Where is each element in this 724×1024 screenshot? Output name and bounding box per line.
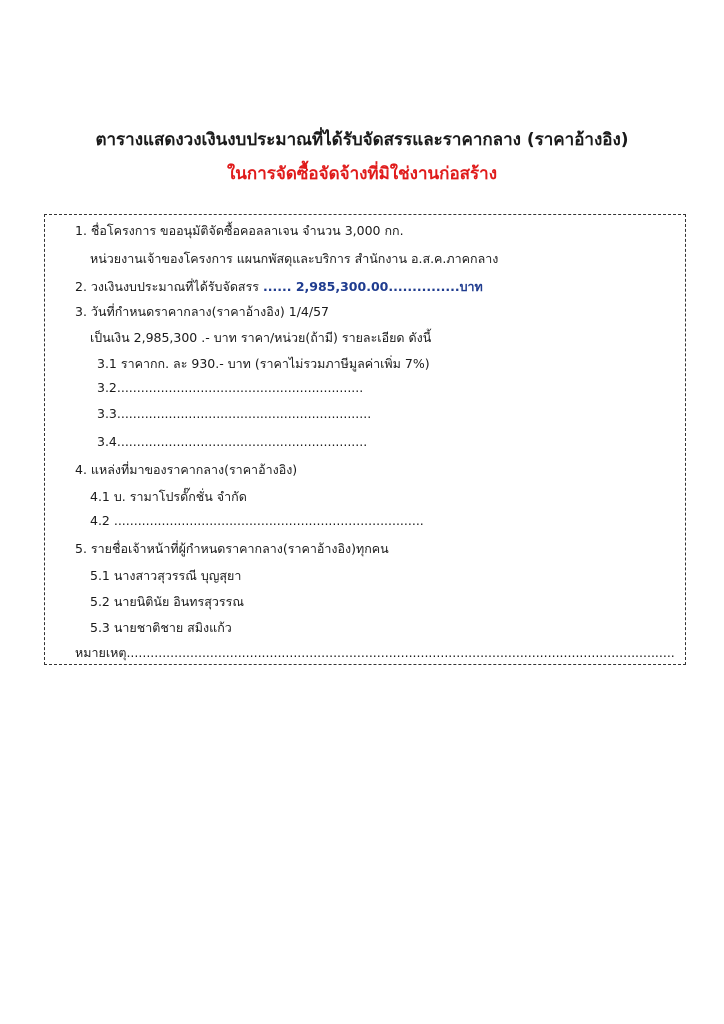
officer-5-1: 5.1 นางสาวสุวรรณี บุญสุยา xyxy=(90,568,242,583)
price-date: 3. วันที่กำหนดราคากลาง(ราคาอ้างอิง) 1/4/57 xyxy=(75,304,329,319)
budget-row xyxy=(75,277,483,297)
project-name: 1. ชื่อโครงการ ขออนุมัติจัดซื้อคอลลาเจน จำนวน 3,000 กก. xyxy=(75,223,404,238)
price-item-3-2: 3.2.............................................................. xyxy=(97,380,364,395)
officer-5-2: 5.2 นายนิตินัย อินทรสุวรรณ xyxy=(90,594,244,609)
source-header: 4. แหล่งที่มาของราคากลาง(ราคาอ้างอิง) xyxy=(75,462,298,477)
price-item-3-3: 3.3................................................................ xyxy=(97,406,372,421)
project-owner: หน่วยงานเจ้าของโครงการ แผนกพัสดุและบริการ สำนักงาน อ.ส.ค.ภาคกลาง xyxy=(90,251,499,266)
source-item-4-1: 4.1 บ. รามาโปรดั๊กชั่น จำกัด xyxy=(90,489,247,504)
budget-value: ...... 2,985,300.00...............บาท xyxy=(262,279,483,294)
page-subtitle: ในการจัดซื้อจัดจ้างที่มิใช่งานก่อสร้าง xyxy=(226,164,498,184)
page-title: ตารางแสดงวงเงินงบประมาณที่ได้รับจัดสรรและราคากลาง (ราคาอ้างอิง) xyxy=(95,130,629,150)
remark: หมายเหตุ.......................................................................................................................................... xyxy=(75,645,675,660)
budget-label: 2. วงเงินงบประมาณที่ได้รับจัดสรร xyxy=(75,279,259,294)
source-item-4-2: 4.2 .............................................................................. xyxy=(90,513,424,528)
amount-line: เป็นเงิน 2,985,300 .- บาท ราคา/หน่วย(ถ้ามี) รายละเอียด ดังนี้ xyxy=(90,330,432,345)
officers-header: 5. รายชื่อเจ้าหน้าที่ผู้กำหนดราคากลาง(ราคาอ้างอิง)ทุกคน xyxy=(75,541,389,556)
officer-5-3: 5.3 นายชาติชาย สมิงแก้ว xyxy=(90,620,232,635)
price-item-3-1: 3.1 ราคากก. ละ 930.- บาท (ราคาไม่รวมภาษีมูลค่าเพิ่ม 7%) xyxy=(97,356,430,371)
price-item-3-4: 3.4............................................................... xyxy=(97,434,368,449)
